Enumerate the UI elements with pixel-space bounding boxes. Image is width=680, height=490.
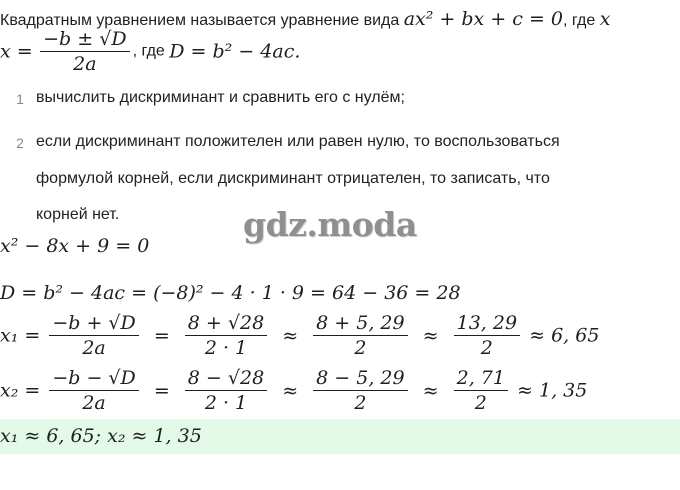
formula-lhs: x = xyxy=(0,40,33,63)
fraction-denominator: 2 xyxy=(354,337,367,359)
root-formula-clip xyxy=(0,28,680,78)
x2-fraction-substituted xyxy=(185,367,267,414)
fraction-numerator: 2, 71 xyxy=(454,367,508,391)
where2-text: , где xyxy=(132,42,165,60)
x2-clip xyxy=(0,365,680,419)
x2-result: ≈ 1, 35 xyxy=(517,379,588,402)
watermark-logo: gdz.moda xyxy=(243,205,417,244)
root-fraction xyxy=(40,28,129,75)
fraction-numerator: 8 + 5, 29 xyxy=(313,312,407,336)
step-text: если дискриминант положителен или равен нулю, то воспользоваться xyxy=(36,133,560,150)
intro-text: Квадратным уравнением называется уравнение вида xyxy=(0,12,400,29)
answer-box xyxy=(0,419,680,454)
x2-calculation: x₂ = $\frac{-b - √D}{2a}$ = $\frac{8 - √28}{2 \cdot 1}$ ≈ $\frac{8 - 5, 29}{2}$ ≈ $\frac{2, 71}{2}$ ≈ 1, 35 xyxy=(0,367,588,414)
x1-result: ≈ 6, 65 xyxy=(529,324,600,347)
step-number: 2 xyxy=(16,135,24,151)
root-denominator: 2a xyxy=(73,53,97,75)
discriminant-formula: D = b² − 4ac. xyxy=(169,40,301,63)
x2-fraction-general xyxy=(49,367,138,414)
x1-fraction-approx xyxy=(313,312,407,359)
fraction-denominator: 2 xyxy=(480,337,493,359)
x1-fraction-substituted xyxy=(185,312,267,359)
fraction-denominator: 2 · 1 xyxy=(204,337,248,359)
root-formula xyxy=(0,28,300,75)
step-text: формулой корней, если дискриминант отрицателен, то записать, что xyxy=(36,170,550,187)
fraction-numerator: −b − √D xyxy=(49,367,138,391)
fraction-denominator: 2 xyxy=(354,392,367,414)
x1-lhs: x₁ = xyxy=(0,324,41,347)
fraction-denominator: 2 xyxy=(474,392,487,414)
fraction-numerator: 8 + √28 xyxy=(185,312,267,336)
x2-fraction-difference xyxy=(454,367,508,414)
x2-fraction-approx xyxy=(313,367,407,414)
discriminant-calculation: D = b² − 4ac = (−8)² − 4 · 1 · 9 = 64 − 36 = 28 xyxy=(0,282,461,304)
answer-text: x₁ ≈ 6, 65; x₂ ≈ 1, 35 xyxy=(0,425,202,447)
step-text: вычислить дискриминант и сравнить его с нулём; xyxy=(36,89,405,106)
fraction-denominator: 2a xyxy=(82,392,106,414)
equation: x² − 8x + 9 = 0 xyxy=(0,235,150,257)
root-numerator: −b ± √D xyxy=(40,28,129,52)
where-text: , где xyxy=(563,12,596,29)
fraction-numerator: 8 − √28 xyxy=(185,367,267,391)
fraction-denominator: 2 · 1 xyxy=(204,392,248,414)
fraction-numerator: 13, 29 xyxy=(454,312,520,336)
fraction-numerator: 8 − 5, 29 xyxy=(313,367,407,391)
fraction-numerator: −b + √D xyxy=(49,312,138,336)
intro-line xyxy=(0,8,610,30)
x2-lhs: x₂ = xyxy=(0,379,41,402)
x1-fraction-sum xyxy=(454,312,520,359)
general-form-formula: ax² + bx + c = 0 xyxy=(403,8,563,30)
x1-fraction-general xyxy=(49,312,138,359)
step-text: корней нет. xyxy=(36,206,120,223)
x1-calculation: x₁ = $\frac{-b + √D}{2a}$ = $\frac{8 + √28}{2 \cdot 1}$ ≈ $\frac{8 + 5, 29}{2}$ ≈ $\frac{13, 29}{2}$ ≈ 6, 65 xyxy=(0,312,600,359)
fraction-denominator: 2a xyxy=(82,337,106,359)
var-x: x xyxy=(599,8,611,30)
step-number: 1 xyxy=(16,91,24,107)
